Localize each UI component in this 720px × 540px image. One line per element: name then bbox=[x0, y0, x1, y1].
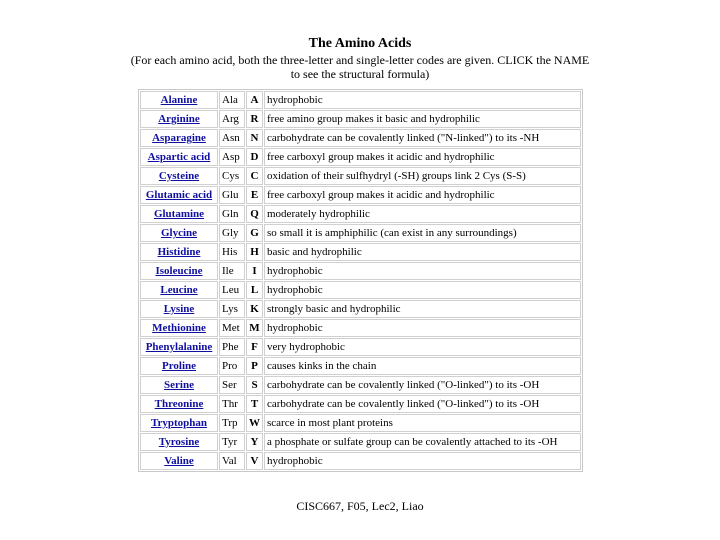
table-row bbox=[140, 319, 581, 337]
amino-acid-name-cell bbox=[140, 167, 218, 185]
one-letter-code: N bbox=[246, 129, 263, 147]
table-row bbox=[140, 357, 581, 375]
amino-acid-link[interactable]: Glycine bbox=[160, 227, 198, 239]
three-letter-code: Met bbox=[219, 319, 245, 337]
property-description: hydrophobic bbox=[264, 452, 581, 470]
three-letter-code: Thr bbox=[219, 395, 245, 413]
amino-acid-name-cell bbox=[140, 376, 218, 394]
three-letter-code: Arg bbox=[219, 110, 245, 128]
amino-acid-name-cell bbox=[140, 129, 218, 147]
slide-footer: CISC667, F05, Lec2, Liao bbox=[296, 499, 424, 513]
amino-acid-link[interactable]: Histidine bbox=[157, 246, 201, 258]
amino-acid-link[interactable]: Alanine bbox=[160, 94, 198, 106]
three-letter-code: Asn bbox=[219, 129, 245, 147]
table-row bbox=[140, 167, 581, 185]
amino-acid-name-cell bbox=[140, 91, 218, 109]
three-letter-code: Lys bbox=[219, 300, 245, 318]
table-row bbox=[140, 243, 581, 261]
amino-acid-name-cell bbox=[140, 395, 218, 413]
one-letter-code: Y bbox=[246, 433, 263, 451]
amino-acid-name-cell bbox=[140, 205, 218, 223]
one-letter-code: T bbox=[246, 395, 263, 413]
amino-acid-link[interactable]: Threonine bbox=[154, 398, 204, 410]
table-row bbox=[140, 224, 581, 242]
table-row bbox=[140, 110, 581, 128]
table-row bbox=[140, 262, 581, 280]
amino-acid-name-cell bbox=[140, 338, 218, 356]
three-letter-code: Asp bbox=[219, 148, 245, 166]
amino-acid-link[interactable]: Asparagine bbox=[152, 132, 206, 144]
table-row bbox=[140, 338, 581, 356]
amino-acid-name-cell bbox=[140, 319, 218, 337]
amino-acid-link[interactable]: Aspartic acid bbox=[147, 151, 211, 163]
amino-acid-name-cell bbox=[140, 414, 218, 432]
property-description: hydrophobic bbox=[264, 281, 581, 299]
property-description: scarce in most plant proteins bbox=[264, 414, 581, 432]
amino-acid-link[interactable]: Glutamic acid bbox=[145, 189, 213, 201]
one-letter-code: W bbox=[246, 414, 263, 432]
property-description: free amino group makes it basic and hydrophilic bbox=[264, 110, 581, 128]
one-letter-code: S bbox=[246, 376, 263, 394]
property-description: very hydrophobic bbox=[264, 338, 581, 356]
property-description: free carboxyl group makes it acidic and hydrophilic bbox=[264, 148, 581, 166]
three-letter-code: Ile bbox=[219, 262, 245, 280]
three-letter-code: Gln bbox=[219, 205, 245, 223]
one-letter-code: F bbox=[246, 338, 263, 356]
table-row bbox=[140, 300, 581, 318]
three-letter-code: Phe bbox=[219, 338, 245, 356]
amino-acid-link[interactable]: Valine bbox=[164, 455, 194, 467]
table-row bbox=[140, 452, 581, 470]
table-row bbox=[140, 414, 581, 432]
table-row bbox=[140, 433, 581, 451]
one-letter-code: A bbox=[246, 91, 263, 109]
table-row bbox=[140, 376, 581, 394]
page-subtitle: (For each amino acid, both the three-letter and single-letter codes are given. CLICK the NAME to see the structural formula) bbox=[130, 53, 590, 81]
three-letter-code: Pro bbox=[219, 357, 245, 375]
three-letter-code: His bbox=[219, 243, 245, 261]
amino-acid-name-cell bbox=[140, 452, 218, 470]
amino-acid-name-cell bbox=[140, 300, 218, 318]
amino-acid-link[interactable]: Leucine bbox=[160, 284, 198, 296]
three-letter-code: Val bbox=[219, 452, 245, 470]
property-description: hydrophobic bbox=[264, 262, 581, 280]
one-letter-code: E bbox=[246, 186, 263, 204]
property-description: free carboxyl group makes it acidic and hydrophilic bbox=[264, 186, 581, 204]
amino-acid-link[interactable]: Proline bbox=[161, 360, 196, 372]
property-description: oxidation of their sulfhydryl (-SH) groups link 2 Cys (S-S) bbox=[264, 167, 581, 185]
one-letter-code: K bbox=[246, 300, 263, 318]
property-description: carbohydrate can be covalently linked ("O-linked") to its -OH bbox=[264, 395, 581, 413]
amino-acid-name-cell bbox=[140, 110, 218, 128]
one-letter-code: L bbox=[246, 281, 263, 299]
table-row bbox=[140, 129, 581, 147]
property-description: basic and hydrophilic bbox=[264, 243, 581, 261]
one-letter-code: G bbox=[246, 224, 263, 242]
table-row bbox=[140, 148, 581, 166]
property-description: carbohydrate can be covalently linked ("O-linked") to its -OH bbox=[264, 376, 581, 394]
table-row bbox=[140, 205, 581, 223]
three-letter-code: Gly bbox=[219, 224, 245, 242]
amino-acid-name-cell bbox=[140, 186, 218, 204]
one-letter-code: D bbox=[246, 148, 263, 166]
three-letter-code: Trp bbox=[219, 414, 245, 432]
property-description: hydrophobic bbox=[264, 91, 581, 109]
property-description: hydrophobic bbox=[264, 319, 581, 337]
property-description: carbohydrate can be covalently linked ("N-linked") to its -NH bbox=[264, 129, 581, 147]
amino-acid-link[interactable]: Phenylalanine bbox=[145, 341, 213, 353]
table-row bbox=[140, 186, 581, 204]
amino-acid-name-cell bbox=[140, 433, 218, 451]
amino-acid-link[interactable]: Arginine bbox=[158, 113, 200, 125]
property-description: moderately hydrophilic bbox=[264, 205, 581, 223]
amino-acid-name-cell bbox=[140, 281, 218, 299]
amino-acid-name-cell bbox=[140, 243, 218, 261]
amino-acid-table bbox=[138, 89, 583, 472]
amino-acid-link[interactable]: Tyrosine bbox=[158, 436, 200, 448]
amino-acid-link[interactable]: Tryptophan bbox=[150, 417, 208, 429]
property-description: a phosphate or sulfate group can be covalently attached to its -OH bbox=[264, 433, 581, 451]
three-letter-code: Leu bbox=[219, 281, 245, 299]
amino-acid-name-cell bbox=[140, 224, 218, 242]
one-letter-code: P bbox=[246, 357, 263, 375]
amino-acid-link[interactable]: Glutamine bbox=[153, 208, 205, 220]
three-letter-code: Cys bbox=[219, 167, 245, 185]
table-row bbox=[140, 91, 581, 109]
one-letter-code: C bbox=[246, 167, 263, 185]
property-description: so small it is amphiphilic (can exist in any surroundings) bbox=[264, 224, 581, 242]
one-letter-code: Q bbox=[246, 205, 263, 223]
one-letter-code: R bbox=[246, 110, 263, 128]
three-letter-code: Ala bbox=[219, 91, 245, 109]
table-row bbox=[140, 281, 581, 299]
three-letter-code: Ser bbox=[219, 376, 245, 394]
property-description: causes kinks in the chain bbox=[264, 357, 581, 375]
three-letter-code: Glu bbox=[219, 186, 245, 204]
amino-acid-name-cell bbox=[140, 262, 218, 280]
amino-acid-name-cell bbox=[140, 357, 218, 375]
page-title: The Amino Acids bbox=[308, 36, 412, 51]
amino-acid-name-cell bbox=[140, 148, 218, 166]
amino-acid-link[interactable]: Serine bbox=[164, 379, 194, 391]
one-letter-code: H bbox=[246, 243, 263, 261]
amino-acid-link[interactable]: Isoleucine bbox=[155, 265, 203, 277]
amino-acid-link[interactable]: Cysteine bbox=[158, 170, 200, 182]
one-letter-code: M bbox=[246, 319, 263, 337]
one-letter-code: V bbox=[246, 452, 263, 470]
one-letter-code: I bbox=[246, 262, 263, 280]
three-letter-code: Tyr bbox=[219, 433, 245, 451]
amino-acid-link[interactable]: Methionine bbox=[152, 322, 206, 334]
table-row bbox=[140, 395, 581, 413]
property-description: strongly basic and hydrophilic bbox=[264, 300, 581, 318]
amino-acid-link[interactable]: Lysine bbox=[163, 303, 195, 315]
